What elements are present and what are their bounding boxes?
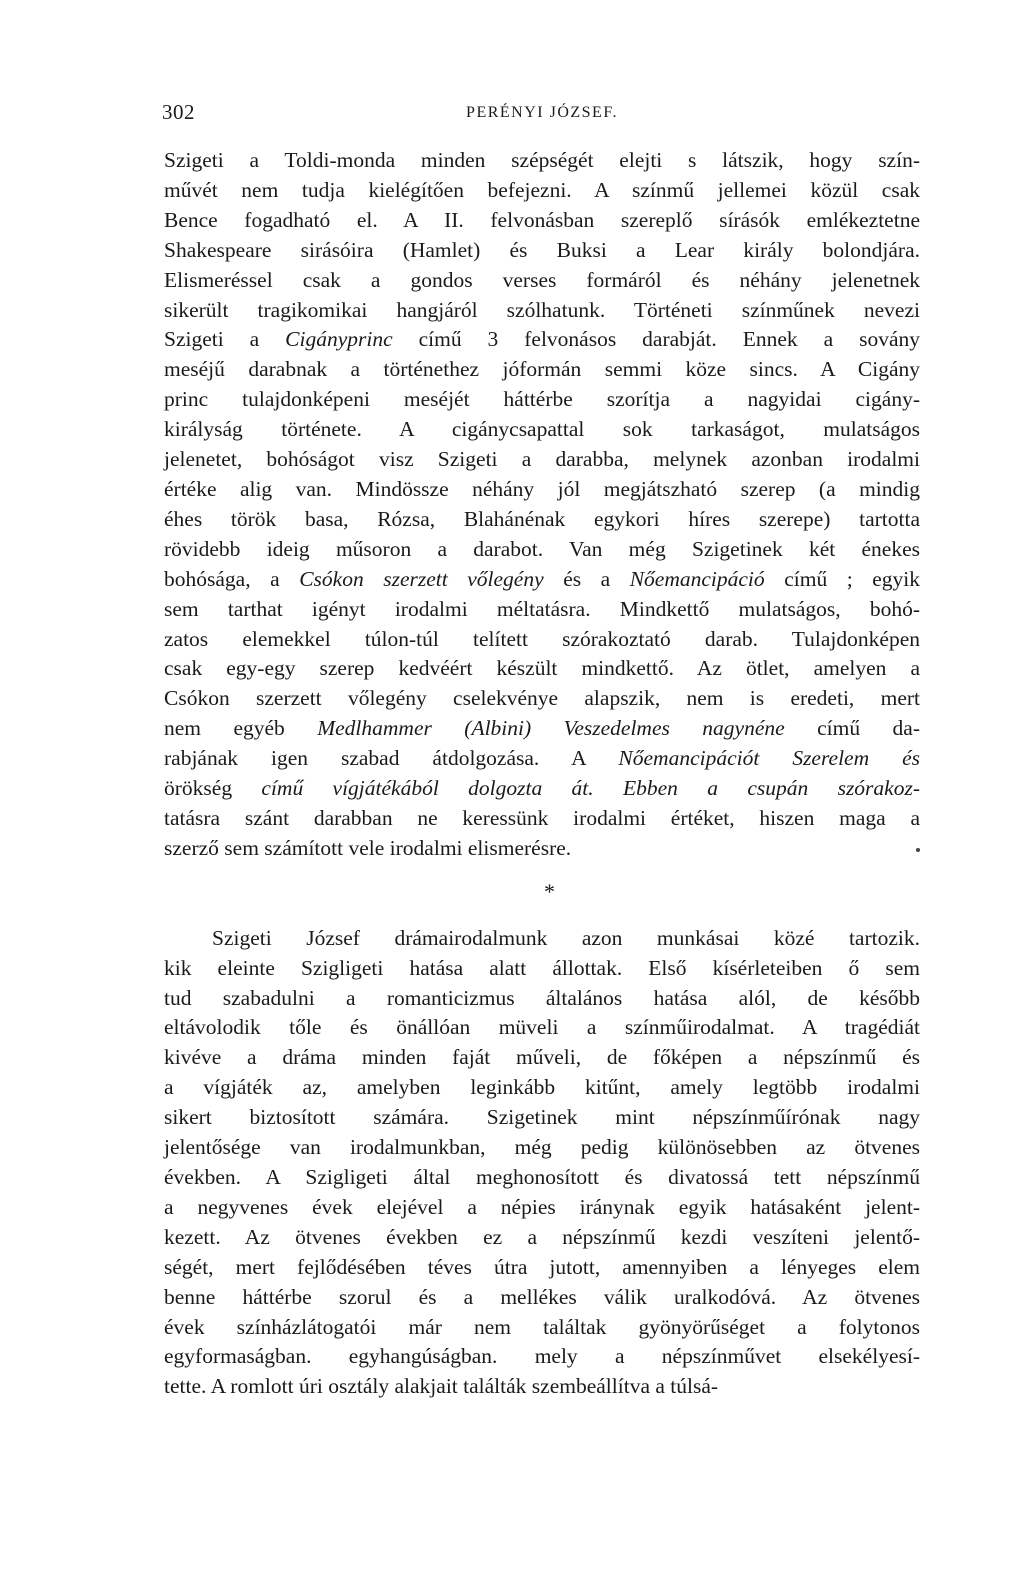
text-line: bohósága, a Csókon szerzett vőlegény és a Nőemancipáció című ; egyik <box>164 566 920 591</box>
text-line: években. A Szigligeti által meghonosított és divatossá tett népszínmű <box>164 1165 920 1189</box>
page-header <box>164 92 920 126</box>
text-line: csak egy-egy szerep kedvéért készült mindkettő. Az ötlet, amelyen a <box>164 656 920 681</box>
running-head: PERÉNYI JÓZSEF. <box>466 104 618 121</box>
text-line: kivéve a dráma minden faját műveli, de főképen a népszínmű és <box>164 1045 920 1070</box>
text-line: meséjű darabnak a történethez jóformán semmi köze sincs. A Cigány <box>164 357 920 382</box>
text-line: nem egyéb Medlhammer (Albini) Veszedelmes nagynéne című da- <box>164 716 920 741</box>
page-number: 302 <box>162 100 195 124</box>
paragraph-1 <box>164 146 920 864</box>
text-line: tatásra szánt darabban ne keressünk irodalmi értéket, hiszen maga a <box>164 805 920 830</box>
text-line: tette. A romlott úri osztály alakjait találták szembeállítva a túlsá- <box>164 1374 719 1399</box>
text-line: Szigeti József drámairodalmunk azon munkásai közé tartozik. <box>212 925 920 950</box>
text-line: királyság története. A cigánycsapattal sok tarkaságot, mulatságos <box>164 417 920 442</box>
text-line: jelentősége van irodalmunkban, még pedig különösebben az ötvenes <box>164 1135 920 1160</box>
text-line: sikerült tragikomikai hangjáról szólhatunk. Történeti színműnek nevezi <box>164 297 920 322</box>
text-line: Szigeti a Toldi-monda minden szépségét elejti s látszik, hogy szín- <box>164 148 920 172</box>
text-line: Shakespeare sirásóira (Hamlet) és Buksi a Lear király bolondjára. <box>164 237 920 262</box>
text-line: princ tulajdonképeni meséjét háttérbe szorítja a nagyidai cigány- <box>164 387 920 412</box>
text-line: rövidebb ideig műsoron a darabot. Van még Szigetinek két énekes <box>164 536 920 561</box>
text-line: kezett. Az ötvenes években ez a népszínmű kezdi veszíteni jelentő- <box>164 1224 920 1249</box>
text-line: Bence fogadható el. A II. felvonásban szereplő sírásók emlékeztetne <box>164 207 920 232</box>
text-line: sikert biztosított számára. Szigetinek mint népszínműírónak nagy <box>164 1105 920 1130</box>
text-line: sem tarthat igényt irodalmi méltatásra. Mindkettő mulatságos, bohó- <box>164 596 920 621</box>
text-line: zatos elemekkel túlon-túl telített szórakoztató darab. Tulajdonképen <box>164 626 920 651</box>
text-line: művét nem tudja kielégítően befejezni. A színmű jellemei közül csak <box>164 177 920 202</box>
paragraph-2 <box>164 924 920 1403</box>
text-line: jelenetet, bohóságot visz Szigeti a darabba, melynek azonban irodalmi <box>164 447 920 472</box>
text-line: Szigeti a Cigányprinc című 3 felvonásos darabját. Ennek a sovány <box>164 327 920 352</box>
text-line: tud szabadulni a romanticizmus általános hatása alól, de később <box>164 985 920 1010</box>
text-line: egyformaságban. egyhangúságban. mely a népszínművet elsekélyesí- <box>164 1344 920 1369</box>
text-line: éhes török basa, Rózsa, Blahánénak egykori híres szerepe) tartotta <box>164 506 920 531</box>
text-line: eltávolodik tőle és önállóan müveli a színműirodalmat. A tragédiát <box>164 1015 920 1040</box>
text-line: évek színházlátogatói már nem találtak gyönyörűséget a folytonos <box>164 1314 920 1339</box>
text-line: benne háttérbe szorul és a mellékes válik uralkodóvá. Az ötvenes <box>164 1284 920 1309</box>
text-line: ségét, mert fejlődésében téves útra jutott, amennyiben a lényeges elem <box>164 1254 920 1279</box>
margin-mark <box>916 848 920 852</box>
text-line: szerző sem számított vele irodalmi elismerésre. <box>164 835 572 860</box>
text-line: Elismeréssel csak a gondos verses formáról és néhány jelenetnek <box>164 267 920 292</box>
section-separator: * <box>544 878 555 904</box>
text-line: rabjának igen szabad átdolgozása. A Nőemancipációt Szerelem és <box>164 746 921 771</box>
text-line: értéke alig van. Mindössze néhány jól megjátszható szerep (a mindig <box>164 476 920 501</box>
text-line: a vígjáték az, amelyben leginkább kitűnt, amely legtöbb irodalmi <box>164 1075 920 1100</box>
text-line: örökség című vígjátékából dolgozta át. Ebben a csupán szórakoz- <box>164 776 920 801</box>
text-line: kik eleinte Szigligeti hatása alatt állottak. Első kísérleteiben ő sem <box>164 955 920 980</box>
document-page <box>164 92 920 1402</box>
text-line: Csókon szerzett vőlegény cselekvénye alapszik, nem is eredeti, mert <box>164 686 920 711</box>
text-line: a negyvenes évek elejével a népies iránynak egyik hatásaként jelent- <box>164 1194 920 1219</box>
